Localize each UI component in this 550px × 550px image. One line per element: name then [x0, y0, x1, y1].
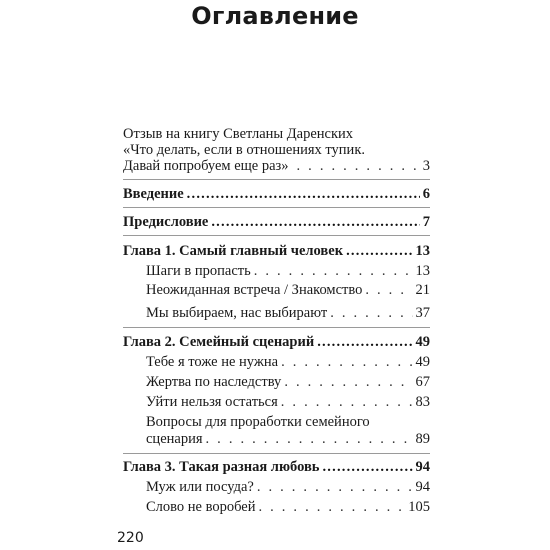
dot-leader — [365, 282, 412, 299]
toc-review-line1: Отзыв на книгу Светланы Даренских — [123, 126, 354, 142]
toc-section-entry[interactable] — [146, 354, 430, 371]
dot-leader — [317, 334, 412, 351]
dot-leader — [281, 354, 412, 371]
toc-page-number: 94 — [415, 479, 430, 495]
toc-section-entry[interactable] — [146, 305, 430, 322]
page-number: 220 — [117, 530, 144, 546]
divider — [123, 453, 430, 454]
toc-page-number: 49 — [415, 354, 430, 370]
divider — [123, 327, 430, 328]
toc-page-number: 37 — [415, 305, 430, 321]
toc-review-line2: «Что делать, если в отношениях тупик. — [123, 142, 365, 158]
toc-entry-chapter1[interactable] — [123, 243, 430, 260]
toc-entry-label: Предисловие — [123, 214, 209, 230]
dot-leader — [254, 263, 413, 280]
toc-page-number: 67 — [415, 374, 430, 390]
toc-page-number: 105 — [408, 499, 430, 515]
toc-entry-preface[interactable] — [123, 214, 430, 231]
dot-leader — [281, 394, 413, 411]
toc-page-number: 94 — [415, 459, 430, 475]
dot-leader — [330, 305, 412, 322]
toc-entry-label: Жертва по наследству — [146, 374, 282, 390]
toc-entry-label: Неожиданная встреча / Знакомство — [146, 282, 363, 298]
toc-section-label-line1: Вопросы для проработки семейного — [146, 414, 370, 430]
toc-entry-label: Шаги в пропасть — [146, 263, 251, 279]
divider — [123, 235, 430, 236]
toc-entry-label: сценария — [146, 431, 203, 447]
toc-page-number: 6 — [422, 186, 430, 202]
toc-page-number: 3 — [422, 158, 430, 174]
toc-page-number: 13 — [415, 243, 430, 259]
toc-entry-label: Слово не воробей — [146, 499, 256, 515]
toc-entry-label: Муж или посуда? — [146, 479, 254, 495]
toc-entry-chapter2[interactable] — [123, 334, 430, 351]
toc-entry-label: Глава 1. Самый главный человек — [123, 243, 344, 259]
toc-section-entry[interactable] — [146, 479, 430, 496]
toc-entry-intro[interactable] — [123, 186, 430, 203]
toc-entry-label: Глава 2. Семейный сценарий — [123, 334, 315, 350]
toc-entry-label: Глава 3. Такая разная любовь — [123, 459, 320, 475]
toc-section-entry[interactable] — [146, 282, 430, 299]
dot-leader — [284, 374, 412, 391]
dot-leader — [187, 186, 420, 203]
toc-section-entry[interactable] — [146, 431, 430, 448]
toc-page-number: 21 — [415, 282, 430, 298]
toc-entry-label: Давай попробуем еще раз» — [123, 158, 289, 174]
dot-leader — [297, 158, 420, 175]
dot-leader — [257, 479, 413, 496]
dot-leader — [346, 243, 412, 260]
divider — [123, 207, 430, 208]
dot-leader — [322, 459, 412, 476]
dot-leader — [206, 431, 413, 448]
toc-page-number: 7 — [422, 214, 430, 230]
toc-section-entry[interactable] — [146, 394, 430, 411]
toc-entry-review[interactable] — [123, 158, 430, 175]
toc-page-number: 49 — [415, 334, 430, 350]
page-title: Оглавление — [191, 2, 359, 30]
toc-section-entry[interactable] — [146, 263, 430, 280]
divider — [123, 179, 430, 180]
toc-entry-label: Мы выбираем, нас выбирают — [146, 305, 328, 321]
toc-page-number: 89 — [415, 431, 430, 447]
dot-leader — [258, 499, 405, 516]
toc-entry-chapter3[interactable] — [123, 459, 430, 476]
dot-leader — [211, 214, 419, 231]
toc-section-entry[interactable] — [146, 374, 430, 391]
toc-section-entry[interactable] — [146, 499, 430, 516]
toc-entry-label: Уйти нельзя остаться — [146, 394, 278, 410]
toc-page-number: 83 — [415, 394, 430, 410]
toc-entry-label: Введение — [123, 186, 184, 202]
toc-entry-label: Тебе я тоже не нужна — [146, 354, 279, 370]
toc-page-number: 13 — [415, 263, 430, 279]
